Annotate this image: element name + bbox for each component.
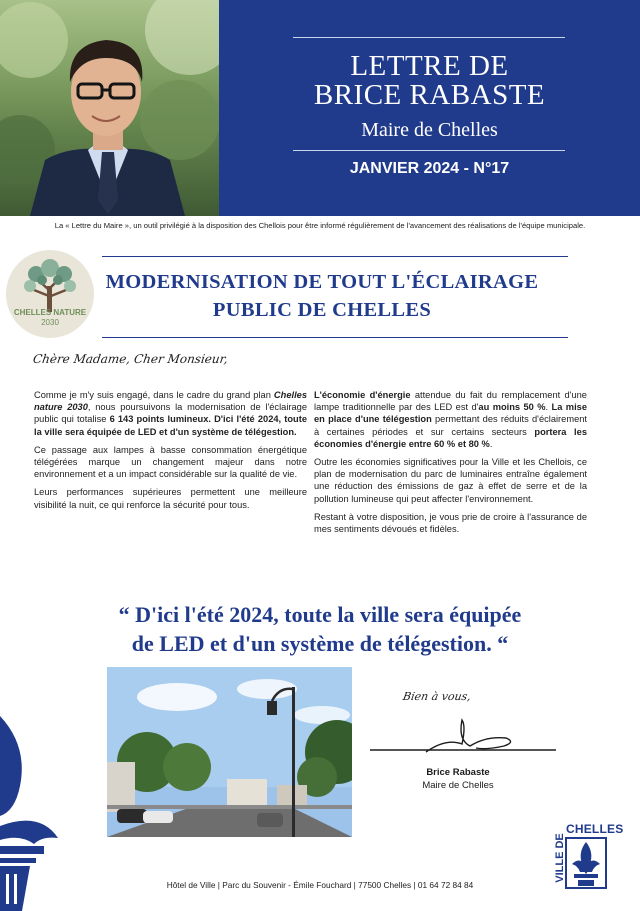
left-p1-text-c: , nous poursuivons la modernisation de l'éclairage public qui totalise: [34, 402, 307, 425]
issue-label: JANVIER 2024 - N°17: [349, 160, 510, 177]
left-paragraph-3: Leurs performances supérieures permettent une meilleure visibilité la nuit, ce qui renforce la sécurité pour tous.: [34, 487, 307, 510]
title-rule-bottom: [102, 337, 568, 338]
mayor-portrait: [0, 0, 219, 216]
letter-header: [0, 0, 640, 216]
section-title-line-2: PUBLIC DE CHELLES: [212, 299, 432, 321]
left-p1-points: 6 143 points lumineux.: [109, 414, 211, 425]
title-line-2: BRICE RABASTE: [313, 79, 546, 111]
closing-remark: Bien à vous,: [401, 690, 472, 703]
street-lamp-photo: [107, 667, 352, 837]
letter-title: [219, 52, 640, 110]
right-paragraph-2: Outre les économies significatives pour la Ville et les Chellois, ce plan de modernisation du parc de luminaires entraîne également une réduction des émissions de gaz à effet de serre et de la pollution lumineuse qui peut affecter l'environnement.: [314, 457, 587, 504]
handwritten-signature: [366, 716, 561, 761]
letter-subtitle: Maire de Chelles: [361, 119, 498, 141]
left-p1-highlight: D'ici l'été 2024, toute la ville sera équipée de LED et d'un système de télégestion.: [34, 414, 307, 437]
section-title: [82, 268, 562, 324]
signatory-role: Maire de Chelles: [422, 780, 494, 791]
salutation: Chère Madame, Cher Monsieur,: [32, 352, 229, 366]
right-p1-telegestion: La mise en place d'une télégestion: [314, 402, 587, 425]
left-paragraph-1: [34, 389, 307, 438]
left-p1-plan-name: Chelles nature 2030: [34, 390, 307, 413]
header-banner: [219, 0, 640, 216]
right-p1-energy: L'économie d'énergie: [314, 390, 411, 400]
right-p1-savings: portera les économies d'énergie entre 60 % et 80 %: [314, 426, 587, 449]
body-column-left: [34, 389, 307, 517]
right-p1-text-b: attendue du fait du remplacement d'une lampe traditionnelle par des LED est d': [314, 390, 587, 413]
logo-year: 2030: [41, 318, 59, 327]
right-p1-text-d: .: [545, 402, 552, 413]
body-column-right: [314, 389, 587, 541]
left-p1-text-a: Comme je m'y suis engagé, dans le cadre du grand plan: [34, 390, 274, 400]
title-rule-top: [102, 256, 568, 257]
logo-brand: CHELLES NATURE: [13, 308, 87, 317]
header-rule-bottom: [293, 150, 565, 151]
right-p1-text-f: permettant des réduits d'éclairement à certaines périodes et sur certains secteurs: [314, 414, 587, 437]
intro-text: La « Lettre du Maire », un outil privilégié à la disposition des Chellois pour être informé régulièrement de l'avancement des réalisations de l'équipe municipale.: [54, 221, 586, 230]
city-logo-vertical-text: VILLE DE: [554, 833, 566, 883]
pull-quote: [60, 600, 580, 658]
signatory-name: Brice Rabaste: [426, 767, 490, 778]
right-p1-text-h: .: [489, 438, 493, 449]
section-title-line-1: MODERNISATION DE TOUT L'ÉCLAIRAGE: [105, 271, 539, 293]
quote-line-2: de LED et d'un système de télégestion. “: [131, 631, 509, 656]
right-paragraph-1: [314, 389, 587, 450]
left-paragraph-2: Ce passage aux lampes à basse consommation énergétique télégérées marque un changement majeur dans notre environnement et a un impact considérable sur la qualité de vie.: [34, 444, 307, 480]
quote-line-1: “ D'ici l'été 2024, toute la ville sera équipée: [118, 602, 522, 627]
title-line-1: LETTRE DE: [350, 50, 509, 82]
city-logo-name: CHELLES: [566, 822, 624, 836]
header-rule-top: [293, 37, 565, 38]
right-paragraph-3: Restant à votre disposition, je vous prie de croire à l'assurance de mes sentiments dévoués et fidèles.: [314, 511, 587, 535]
right-p1-percent: au moins 50 %: [478, 402, 546, 413]
chelles-nature-logo: [6, 250, 94, 338]
footer-address: Hôtel de Ville | Parc du Souvenir - Émile Fouchard | 77500 Chelles | 01 64 72 84 84: [166, 880, 474, 890]
